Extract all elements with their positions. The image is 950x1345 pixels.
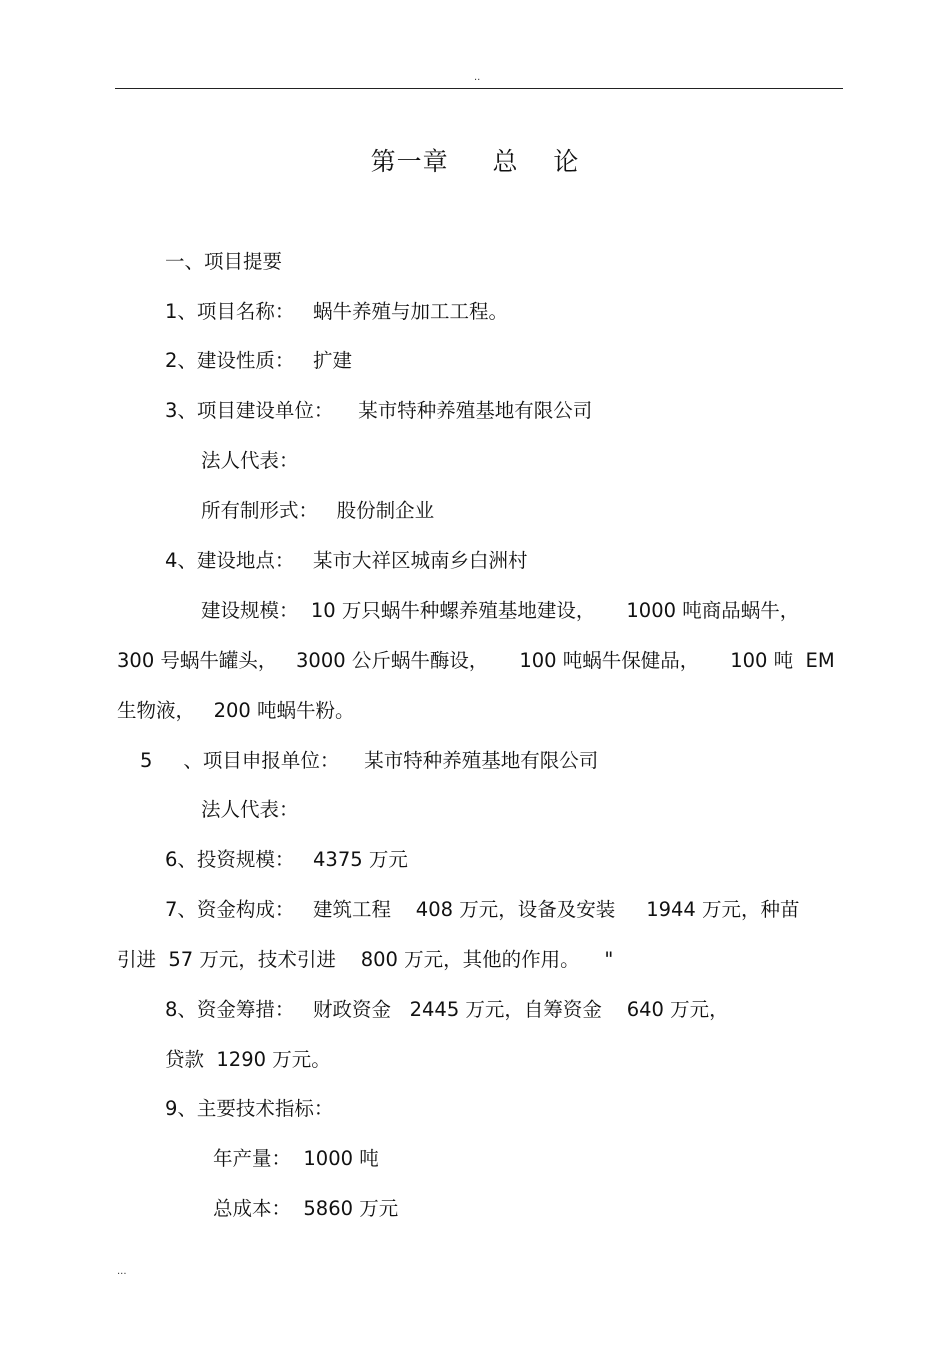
item-main-technical-indicators: 9、主要技术指标： <box>165 1097 334 1120</box>
item-project-name: 1、项目名称： 蜗牛养殖与加工工程。 <box>165 300 509 323</box>
footer-mark: ... <box>117 1266 127 1277</box>
item-fund-composition-line-2: 引进 57 万元，技术引进 800 万元，其他的作用。 " <box>117 948 614 971</box>
item-investment-scale: 6、投资规模： 4375 万元 <box>165 848 408 871</box>
item-construction-site: 4、建设地点： 某市大祥区城南乡白洲村 <box>165 549 528 572</box>
section-heading-project-summary: 一、项目提要 <box>165 250 283 273</box>
item-fund-raising-line-1: 8、资金筹措： 财政资金 2445 万元，自筹资金 640 万元， <box>165 998 729 1021</box>
item-ownership-form: 所有制形式： 股份制企业 <box>201 499 435 522</box>
header-rule <box>115 88 843 89</box>
item-legal-representative: 法人代表： <box>201 449 299 472</box>
item-construction-unit: 3、项目建设单位： 某市特种养殖基地有限公司 <box>165 399 593 422</box>
item-construction-scale-line-3: 生物液， 200 吨蜗牛粉。 <box>117 699 355 722</box>
item-legal-representative-2: 法人代表： <box>201 798 299 821</box>
item-annual-output: 年产量： 1000 吨 <box>213 1147 379 1170</box>
header-mark: .. <box>474 72 481 83</box>
item-construction-nature: 2、建设性质： 扩建 <box>165 349 353 372</box>
item-declaring-unit: 5 、项目申报单位： 某市特种养殖基地有限公司 <box>140 749 599 772</box>
item-construction-scale-line-1: 建设规模： 10 万只蜗牛种螺养殖基地建设， 1000 吨商品蜗牛， <box>201 599 800 622</box>
item-fund-raising-line-2: 贷款 1290 万元。 <box>165 1048 331 1071</box>
item-construction-scale-line-2: 300 号蜗牛罐头， 3000 公斤蜗牛酶设， 100 吨蜗牛保健品， 100 吨 EM <box>117 649 835 672</box>
item-fund-composition-line-1: 7、资金构成： 建筑工程 408 万元，设备及安装 1944 万元，种苗 <box>165 898 800 921</box>
chapter-title: 第一章 总 论 <box>370 147 580 176</box>
item-total-cost: 总成本： 5860 万元 <box>213 1197 399 1220</box>
